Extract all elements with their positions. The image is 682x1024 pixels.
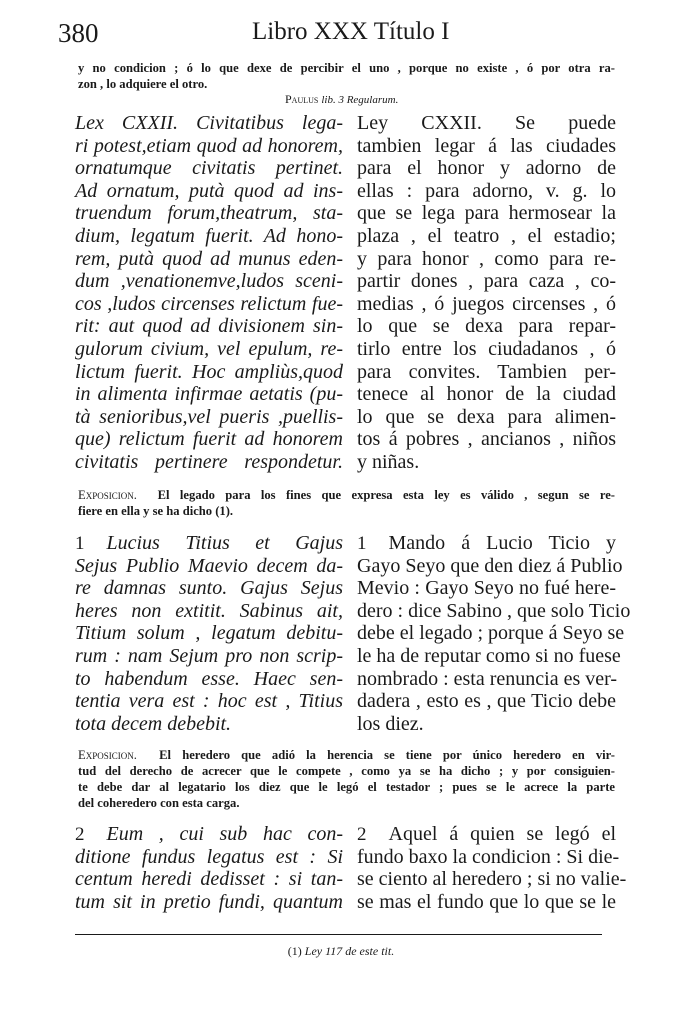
text-line: ditione fundus legatus est : Si — [75, 845, 343, 868]
text-line: cos ,ludos circenses relictum fue- — [75, 292, 343, 315]
text-line: Ley CXXII. Se puede — [357, 112, 616, 134]
text-line: ellas : para adorno, v. g. lo — [357, 179, 616, 202]
footnote-divider — [75, 934, 602, 935]
text-line: tota decem debebit. — [75, 712, 232, 735]
attribution-source: lib. 3 Regularum. — [321, 94, 399, 106]
text-line: medias , ó juegos circenses , ó — [357, 292, 616, 315]
text-line: para convites. Tambien per- — [357, 360, 616, 383]
text-line: lo que se dexa para repar- — [357, 315, 616, 338]
text-line: Ad ornatum, putà quod ad ins- — [75, 179, 343, 202]
text-line: y niñas. — [357, 450, 420, 473]
text-line: y para honor , como para re- — [357, 247, 616, 270]
exposition-line: Exposicion. El legado para los fines que expresa esta ley es válido , segun se re- — [78, 488, 615, 502]
intro-text — [78, 60, 615, 92]
text-line: dum ,venationemve,ludos sceni- — [75, 270, 343, 293]
text-line: in alimenta infirmae aetatis (pu- — [75, 383, 343, 406]
text-line: re damnas sunto. Gajus Sejus — [75, 577, 343, 600]
text-line: los diez. — [357, 712, 424, 735]
text-line: tos á pobres , ancianos , niños — [357, 428, 616, 451]
text-line: nombrado : esta renuncia es ver- — [357, 667, 618, 690]
page-title: Libro XXX Título I — [252, 18, 450, 45]
paragraph-number: 1 — [357, 533, 367, 554]
text-line: 2 Aquel á quien se legó el — [357, 823, 616, 845]
text-line: truendum forum,theatrum, sta- — [75, 202, 343, 225]
spanish-text-paragraph-1 — [357, 532, 631, 735]
text-line: se mas el fundo que lo que se le — [357, 890, 616, 913]
footnote — [0, 944, 682, 959]
exposition-line: del coheredero con esta carga. — [78, 796, 240, 810]
latin-text-paragraph-2 — [75, 823, 343, 913]
spanish-text-ley-122 — [357, 112, 616, 474]
text-line: tentia vera est : hoc est , Titius — [75, 690, 343, 713]
text-line: heres non extitit. Sabinus ait, — [75, 599, 343, 622]
text-line: rum : nam Sejum pro non scrip- — [75, 644, 343, 667]
text-line: tum sit in pretio fundi, quantum — [75, 890, 343, 913]
text-line: rit: aut quod ad divisionem sin- — [75, 315, 343, 338]
text-line: civitatis pertinere respondetur. — [75, 450, 343, 473]
text-line: ri potest,etiam quod ad honorem, — [75, 134, 343, 157]
source-attribution — [285, 92, 398, 107]
text-line: Gayo Seyo que den diez á Publio — [357, 554, 623, 577]
exposition-label: Exposicion. — [78, 748, 137, 762]
text-line: plaza , el teatro , el estadio; — [357, 224, 616, 247]
text-line: Sejus Publio Maevio decem da- — [75, 554, 343, 577]
spanish-text-paragraph-2 — [357, 823, 627, 913]
attribution-author: Paulus — [285, 92, 319, 106]
exposition-2 — [78, 747, 615, 811]
paragraph-number: 2 — [357, 824, 367, 845]
text-line: le ha de reputar como si no fuese — [357, 644, 621, 667]
text-line: dadera , esto es , que Ticio debe — [357, 690, 616, 713]
text-line: dium, legatum fuerit. Ad hono- — [75, 224, 343, 247]
text-line: Lex CXXII. Civitatibus lega- — [75, 112, 343, 134]
exposition-line: Exposicion. El heredero que adió la herencia se tiene por único heredero en vir- — [78, 748, 615, 762]
intro-line: y no condicion ; ó lo que dexe de percibir el uno , porque no existe , ó por otra ra- — [78, 61, 615, 75]
text-line: Titium solum , legatum debitu- — [75, 622, 343, 645]
text-line: se ciento al heredero ; si no valie- — [357, 868, 627, 891]
text-line: centum heredi dedisset : si tan- — [75, 868, 343, 891]
text-line: lo que se dexa para alimen- — [357, 405, 616, 428]
text-line: para el honor y adorno de — [357, 157, 616, 180]
text-line: tirlo entre los ciudadanos , ó — [357, 337, 616, 360]
latin-text-lex-122 — [75, 112, 343, 474]
text-line: to habendum esse. Haec sen- — [75, 667, 343, 690]
text-line: tambien legar á las ciudades — [357, 134, 616, 157]
text-line: debe el legado ; porque á Seyo se — [357, 622, 625, 645]
exposition-line: fiere en ella y se ha dicho (1). — [78, 504, 234, 518]
text-line: dero : dice Sabino , que solo Ticio — [357, 599, 631, 622]
intro-line: zon , lo adquiere el otro. — [78, 77, 208, 91]
text-line: gulorum civium, vel epulum, re- — [75, 337, 343, 360]
text-line: lictum fuerit. Hoc ampliùs,quod — [75, 360, 343, 383]
text-line: que se lega para hermosear la — [357, 202, 616, 225]
exposition-1 — [78, 487, 615, 519]
exposition-line: tud del derecho de acrecer que le compete , como ya se ha dicho ; y por consiguien- — [78, 764, 615, 778]
paragraph-number: 2 — [75, 824, 85, 845]
text-line: fundo baxo la condicion : Si die- — [357, 845, 620, 868]
exposition-label: Exposicion. — [78, 488, 137, 502]
text-line: tà senioribus,vel pueris ,puellis- — [75, 405, 343, 428]
text-line: 1 Lucius Titius et Gajus — [75, 532, 343, 554]
exposition-line: te debe dar al legatario los diez que le legó el testador ; pues se le acrece la parte — [78, 780, 615, 794]
text-line: Mevio : Gayo Seyo no fué here- — [357, 577, 616, 600]
text-line: 1 Mando á Lucio Ticio y — [357, 532, 616, 554]
latin-text-paragraph-1 — [75, 532, 343, 735]
footnote-marker: (1) — [287, 944, 302, 958]
text-line: 2 Eum , cui sub hac con- — [75, 823, 343, 845]
footnote-text: Ley 117 de este tit. — [304, 944, 395, 958]
text-line: partir dones , para caza , co- — [357, 270, 616, 293]
paragraph-number: 1 — [75, 533, 85, 554]
page-number: 380 — [58, 18, 99, 48]
text-line: tenece al honor de la ciudad — [357, 383, 616, 406]
text-line: que) relictum fuerit ad honorem — [75, 428, 343, 451]
text-line: ornatumque civitatis pertinet. — [75, 157, 343, 180]
text-line: rem, putà quod ad munus eden- — [75, 247, 343, 270]
